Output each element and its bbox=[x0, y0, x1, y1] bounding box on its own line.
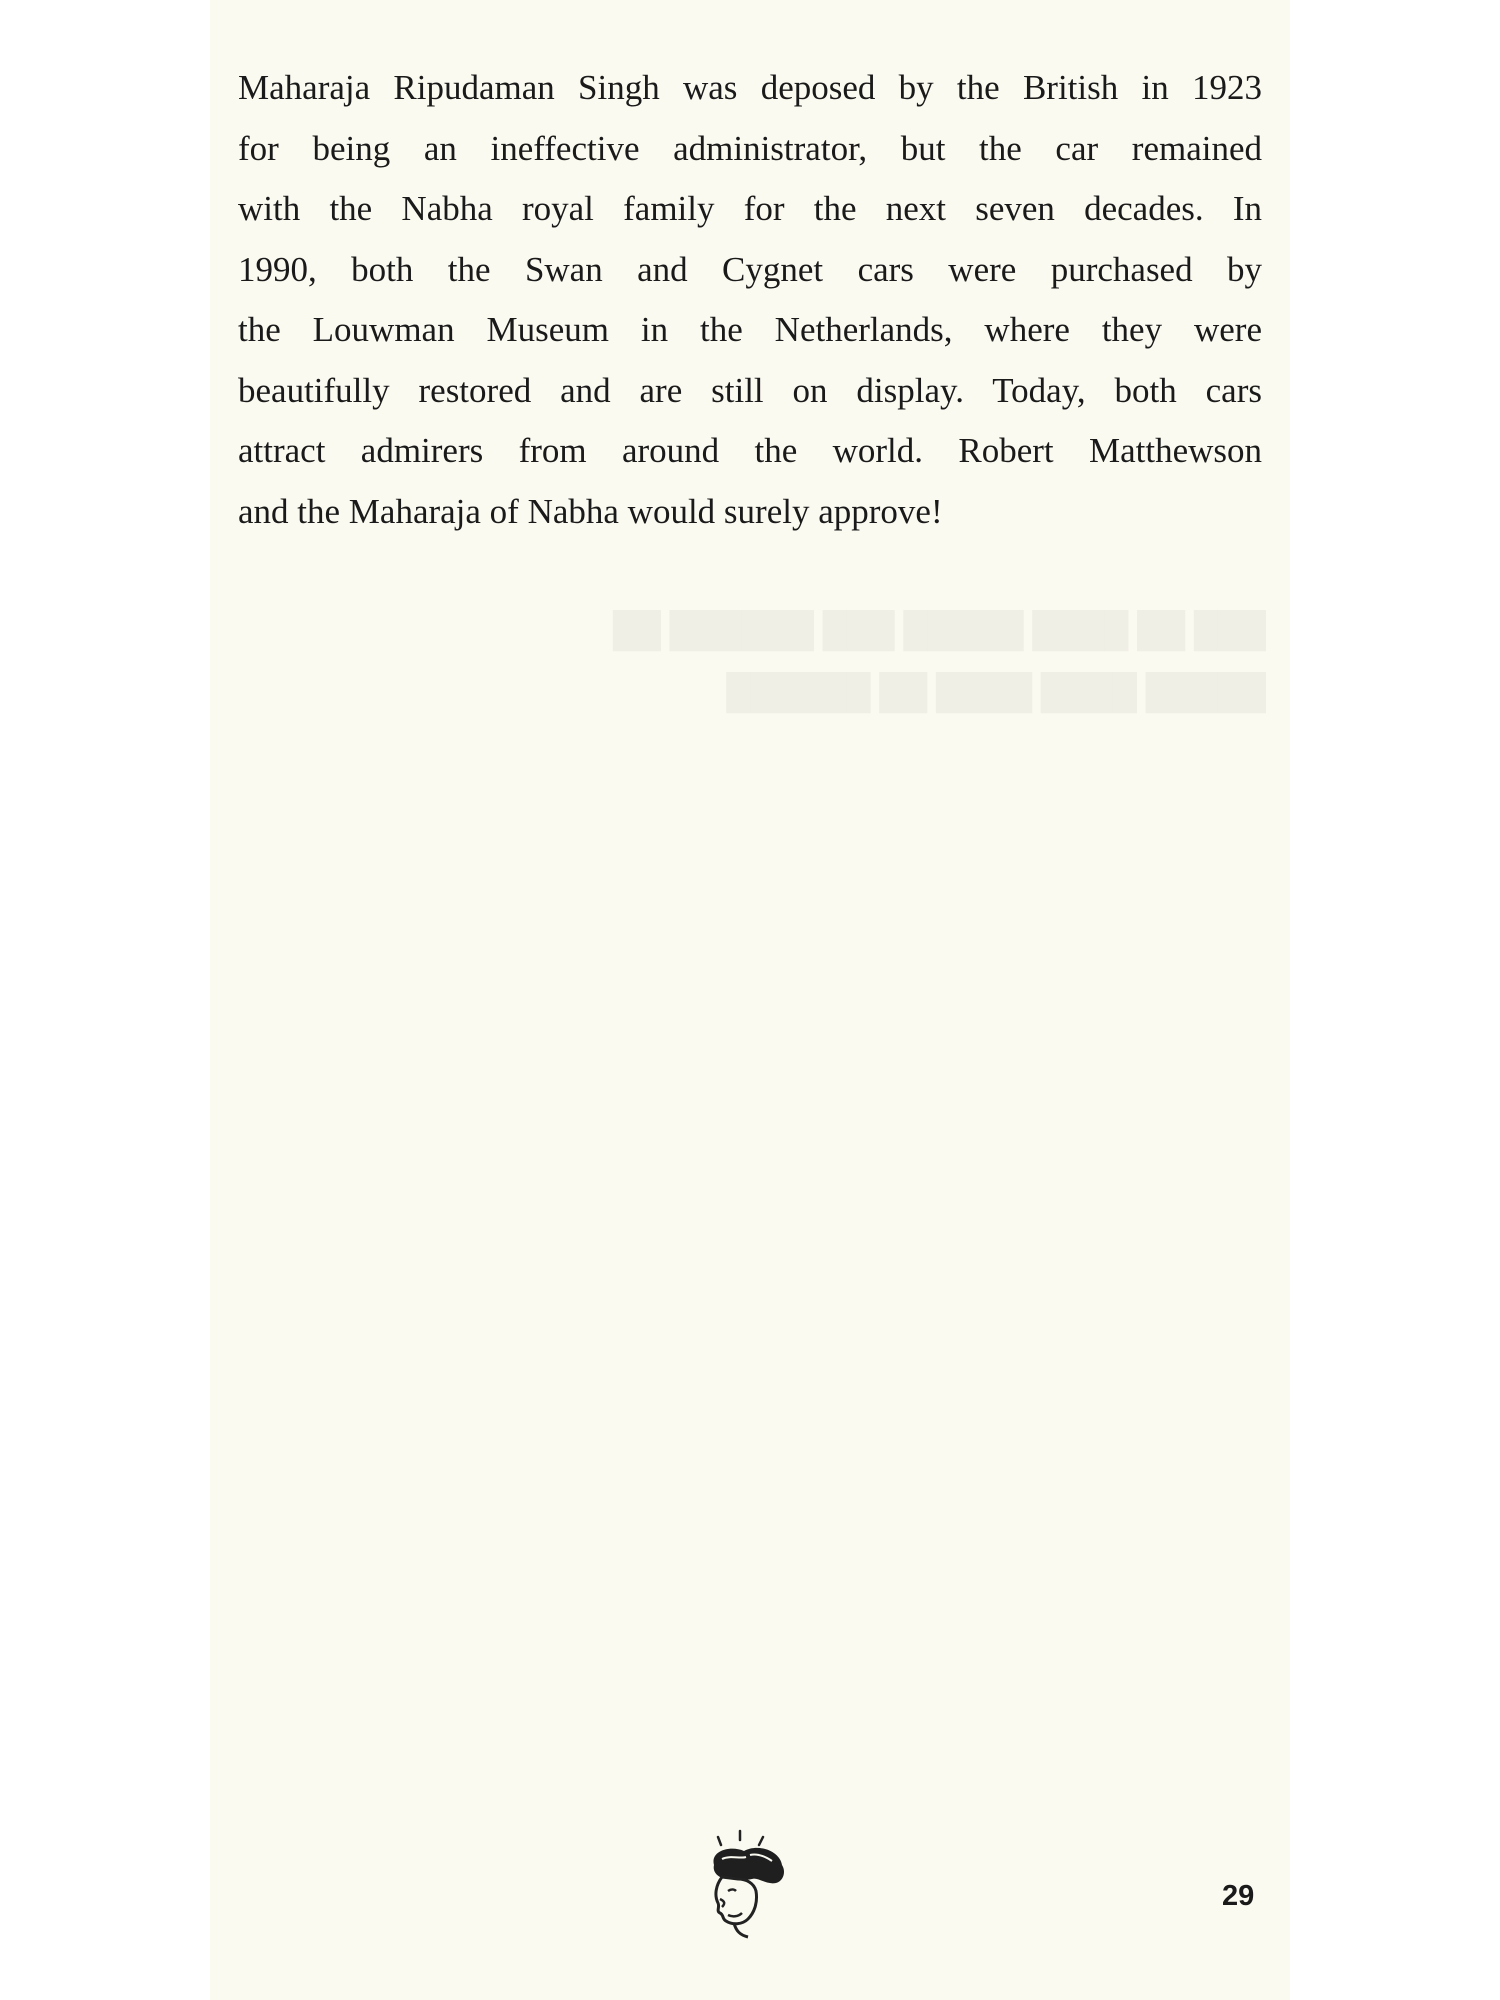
body-line: with the Nabha royal family for the next seven decades. In bbox=[238, 189, 1262, 228]
body-line: the Louwman Museum in the Netherlands, where they were bbox=[238, 310, 1262, 349]
body-line: and the Maharaja of Nabha would surely approve! bbox=[238, 491, 943, 531]
body-line: Maharaja Ripudaman Singh was deposed by the British in 1923 bbox=[238, 68, 1262, 107]
body-line: beautifully restored and are still on display. Today, both cars bbox=[238, 370, 1262, 410]
book-page bbox=[210, 0, 1290, 2000]
show-through-text: ███ ██ ████ █████ ███ ██████ ██ █████ ████ ████ ██ ██████ bbox=[612, 612, 1266, 711]
body-paragraph bbox=[238, 58, 1262, 542]
body-line: 1990, both the Swan and Cygnet cars were purchased by bbox=[238, 249, 1262, 289]
caricature-head-icon bbox=[700, 1825, 810, 1940]
body-line: for being an ineffective administrator, but the car remained bbox=[238, 128, 1262, 168]
body-line: attract admirers from around the world. Robert Matthewson bbox=[238, 431, 1262, 470]
page-number: 29 bbox=[1222, 1880, 1255, 1912]
